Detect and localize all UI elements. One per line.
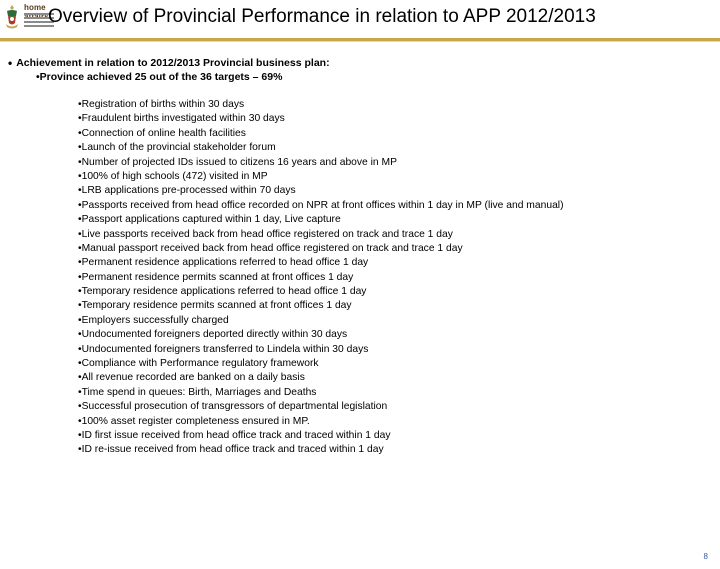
page-number: 8 [703, 552, 708, 561]
list-item: •Number of projected IDs issued to citizens 16 years and above in MP [78, 156, 397, 168]
logo-brand-text: home [24, 3, 46, 12]
list-item: •ID re-issue received from head office track and traced within 1 day [78, 444, 384, 456]
list-item: •Temporary residence applications referred to head office 1 day [78, 286, 367, 298]
list-item: •100% asset register completeness ensured in MP. [78, 415, 310, 427]
targets-list [78, 98, 564, 458]
coat-of-arms-icon [4, 4, 20, 30]
achievement-summary: •Province achieved 25 out of the 36 targets – 69% [36, 71, 283, 83]
bullet-icon: • [8, 56, 13, 70]
list-item: •Passport applications captured within 1 day, Live capture [78, 214, 341, 226]
list-item: •Undocumented foreigners transferred to Lindela within 30 days [78, 343, 369, 355]
list-item: •Permanent residence permits scanned at front offices 1 day [78, 271, 354, 283]
list-item: •Temporary residence permits scanned at front offices 1 day [78, 300, 352, 312]
list-item: •Compliance with Performance regulatory framework [78, 358, 319, 370]
list-item: •Launch of the provincial stakeholder forum [78, 142, 276, 154]
title-divider-light [0, 41, 720, 42]
list-item: •Live passports received back from head office registered on track and trace 1 day [78, 228, 453, 240]
slide-title: Overview of Provincial Performance in relation to APP 2012/2013 [48, 6, 596, 27]
achievement-heading-text: Achievement in relation to 2012/2013 Provincial business plan: [16, 57, 330, 69]
list-item: •Successful prosecution of transgressors of departmental legislation [78, 401, 388, 413]
list-item: •100% of high schools (472) visited in MP [78, 170, 268, 182]
list-item: •Permanent residence applications referred to head office 1 day [78, 257, 369, 269]
list-item: •All revenue recorded are banked on a daily basis [78, 372, 305, 384]
achievement-heading [8, 56, 330, 70]
list-item: •LRB applications pre-processed within 70 days [78, 185, 296, 197]
list-item: •Undocumented foreigners deported directly within 30 days [78, 329, 348, 341]
list-item: •Passports received from head office recorded on NPR at front offices within 1 day in MP (live and manual) [78, 199, 564, 211]
list-item: •Employers successfully charged [78, 314, 229, 326]
list-item: •Time spend in queues: Birth, Marriages and Deaths [78, 386, 317, 398]
list-item: •Connection of online health facilities [78, 127, 246, 139]
list-item: •Fraudulent births investigated within 30 days [78, 113, 285, 125]
list-item: •Manual passport received back from head office registered on track and trace 1 day [78, 242, 463, 254]
list-item: •ID first issue received from head office track and traced within 1 day [78, 429, 391, 441]
list-item: •Registration of births within 30 days [78, 99, 245, 110]
